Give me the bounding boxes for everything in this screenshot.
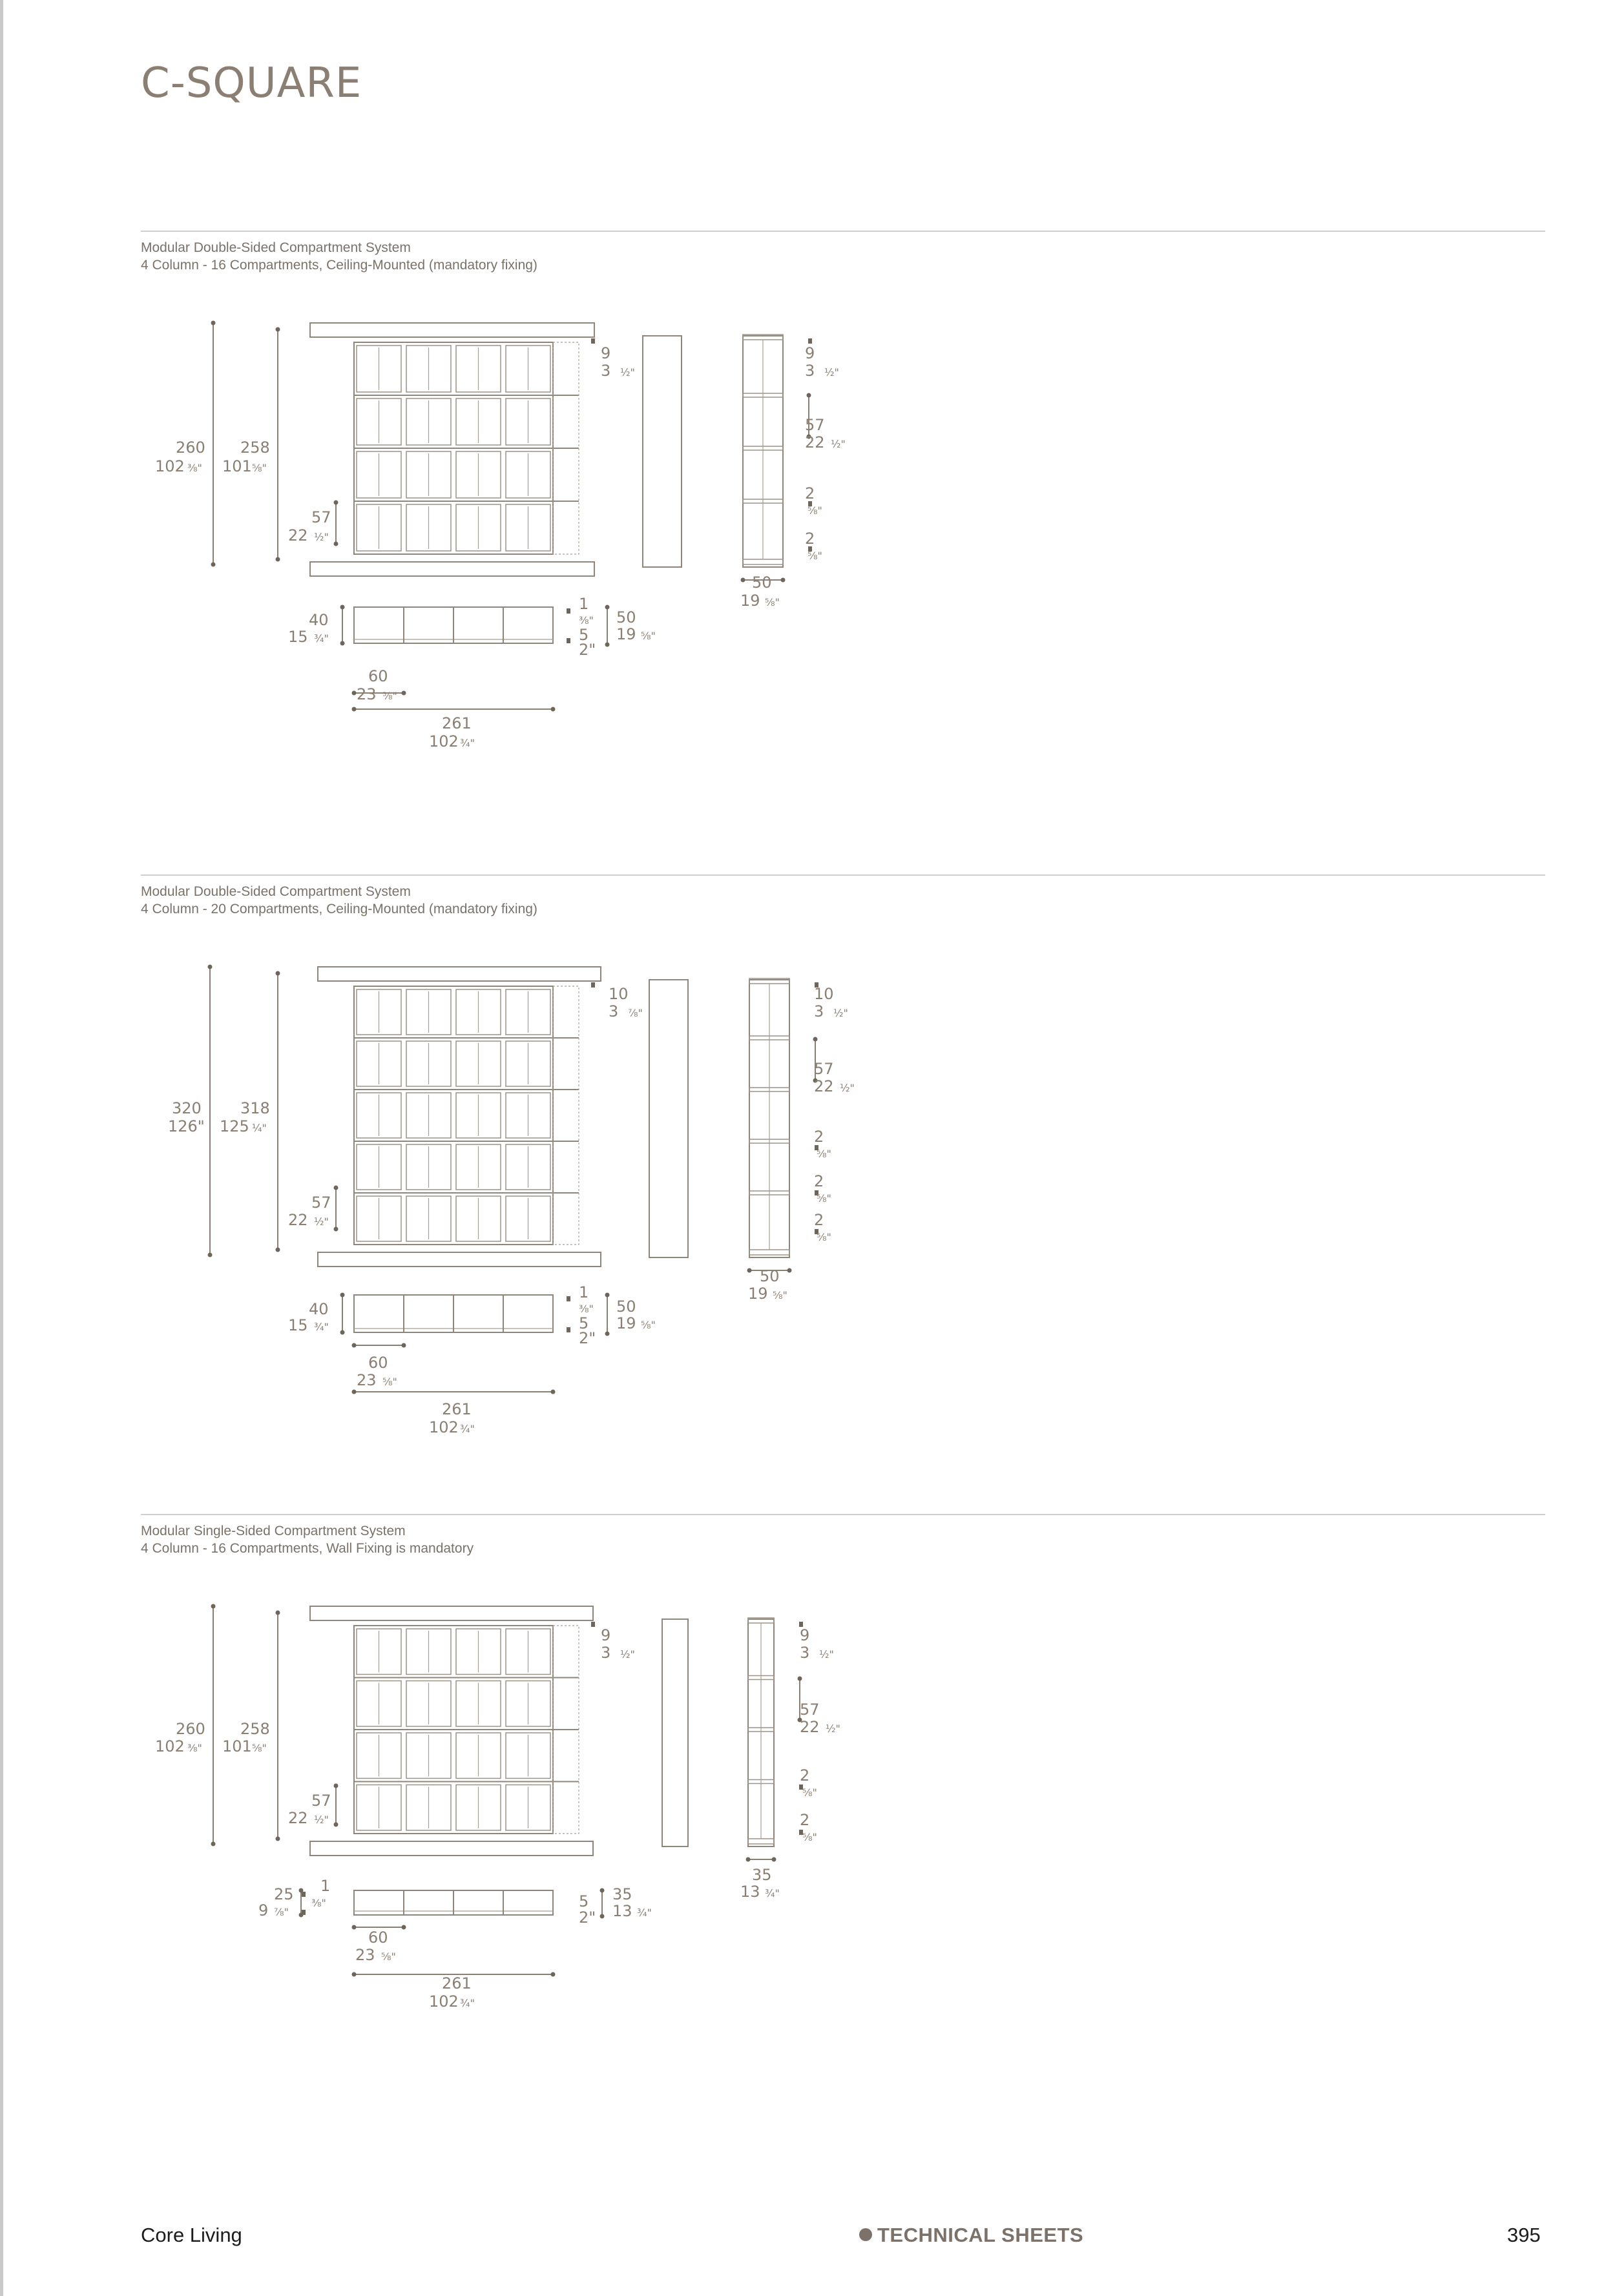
bullet-dot-icon	[859, 2228, 872, 2241]
dimension-tick	[567, 638, 570, 643]
total-width-fraction: ¾"	[460, 1997, 475, 2009]
side-depth-fraction: ⅝"	[765, 596, 780, 608]
dimension-endpoint	[551, 1972, 556, 1977]
dimension-endpoint	[352, 1343, 357, 1348]
side-shelf-fraction: ⅝"	[817, 1231, 831, 1243]
side-shelf-fraction: ⅝"	[802, 1786, 817, 1799]
dimension-endpoint	[772, 1857, 776, 1862]
side-depth-fraction: ⅝"	[773, 1289, 787, 1301]
dimension-endpoint	[605, 1332, 610, 1336]
dimension-endpoint	[276, 1611, 280, 1615]
technical-drawing-3	[0, 1606, 1615, 2071]
section-subheading: 4 Column - 16 Compartments, Wall Fixing is mandatory	[141, 1541, 474, 1556]
side-compartment-inch-label: 22	[814, 1077, 834, 1095]
total-width-label: 261	[442, 1400, 472, 1418]
ceiling-plate	[310, 1606, 593, 1620]
dimension-tick	[567, 608, 570, 614]
dimension-endpoint	[352, 707, 357, 712]
inner-height-label: 258	[240, 439, 270, 457]
dimension-endpoint	[334, 501, 339, 505]
top-gap-inch-label: 3	[609, 1002, 619, 1020]
side-shelf-fraction: ⅝"	[817, 1148, 831, 1160]
dimension-tick	[567, 1296, 570, 1301]
front-elevation	[310, 1606, 688, 1856]
plan-depth-fraction: ¾"	[314, 1321, 329, 1333]
side-top-label: 10	[814, 985, 834, 1003]
dimension-endpoint	[781, 578, 786, 583]
inner-height-inch-label: 101	[222, 457, 252, 475]
compartment-height-label: 57	[311, 1194, 331, 1212]
dimension-endpoint	[600, 1888, 605, 1893]
dimension-endpoint	[208, 965, 213, 969]
side-shelf-fraction: ⅝"	[808, 504, 822, 517]
plan-depth-label: 25	[274, 1885, 294, 1903]
ceiling-plate	[310, 323, 594, 337]
module-width-inch-label: 23	[355, 1946, 375, 1964]
compartment-height-fraction: ½"	[314, 1814, 329, 1826]
inner-height-fraction: ⅝"	[252, 462, 267, 474]
page-title: C-SQUARE	[141, 59, 362, 107]
dimension-endpoint	[551, 707, 556, 712]
dimension-endpoint	[276, 1248, 280, 1252]
dimension-endpoint	[334, 1186, 339, 1190]
plan-c-label: 50	[616, 1298, 636, 1316]
section-divider	[141, 874, 1545, 876]
plan-c-label: 50	[616, 608, 636, 626]
total-height-inch-label: 126"	[168, 1117, 205, 1135]
module-width-inch-label: 23	[357, 1371, 377, 1389]
side-compartment-label: 57	[805, 416, 825, 434]
technical-drawing-1	[0, 323, 1615, 788]
inner-height-fraction: ¼"	[252, 1122, 267, 1134]
section-subheading: 4 Column - 16 Compartments, Ceiling-Mounted (mandatory fixing)	[141, 258, 537, 273]
module-width-fraction: ⅝"	[382, 690, 397, 702]
dimension-endpoint	[605, 643, 610, 647]
compartment-height-fraction: ½"	[314, 531, 329, 543]
plan-a-label: 1	[579, 1283, 589, 1301]
inner-height-inch-label: 101	[222, 1737, 252, 1755]
side-depth-inch-label: 19	[740, 592, 760, 610]
total-height-label: 260	[176, 1720, 205, 1738]
side-depth-fraction: ¾"	[765, 1887, 780, 1899]
side-shelf-label: 2	[814, 1128, 824, 1146]
dimension-endpoint	[340, 1293, 345, 1298]
total-width-label: 261	[442, 714, 472, 732]
plan-depth-inch-label: 15	[288, 628, 308, 646]
module-width-label: 60	[368, 1929, 388, 1947]
plan-view	[354, 607, 553, 643]
dimension-endpoint	[402, 1925, 406, 1930]
plan-b-inch-label: 2"	[579, 1329, 596, 1347]
side-shelf-label: 2	[800, 1811, 810, 1829]
plan-a-fraction: ⅜"	[579, 1303, 594, 1315]
compartment-height-inch-label: 22	[288, 1809, 308, 1827]
side-bottom-cap	[748, 1839, 774, 1844]
side-shelf-fraction: ⅝"	[802, 1831, 817, 1843]
dimension-endpoint	[402, 691, 406, 696]
side-top-fraction: ½"	[824, 366, 839, 378]
dimension-tick	[302, 1910, 306, 1915]
footer-brand: Core Living	[141, 2224, 242, 2246]
module-width-inch-label: 23	[357, 685, 377, 703]
plan-a-label: 1	[320, 1877, 331, 1895]
dimension-endpoint	[340, 641, 345, 646]
dimension-endpoint	[276, 971, 280, 976]
dimension-tick	[302, 1892, 306, 1897]
total-height-fraction: ⅜"	[187, 1742, 202, 1754]
section-subheading: 4 Column - 20 Compartments, Ceiling-Mounted (mandatory fixing)	[141, 902, 537, 916]
side-shelf-label: 2	[814, 1172, 824, 1190]
top-gap-fraction: ½"	[620, 1648, 635, 1660]
top-gap-label: 9	[601, 1626, 611, 1644]
side-elevation	[743, 335, 783, 567]
dimension-tick	[808, 338, 812, 344]
side-shelf-label: 2	[814, 1211, 824, 1229]
top-gap-label: 10	[609, 985, 629, 1003]
page-number: 395	[1507, 2224, 1541, 2246]
dimension-endpoint	[600, 1914, 605, 1919]
side-shelf-label: 2	[800, 1766, 810, 1784]
dimension-endpoint	[334, 1227, 339, 1232]
dimension-endpoint	[352, 1972, 357, 1977]
side-depth-label: 50	[760, 1267, 780, 1285]
section-heading: Modular Double-Sided Compartment System	[141, 884, 411, 899]
dimension-endpoint	[352, 691, 357, 696]
side-compartment-inch-label: 22	[805, 433, 825, 451]
side-compartment-fraction: ½"	[826, 1722, 840, 1735]
side-top-fraction: ½"	[833, 1007, 848, 1019]
plan-depth-label: 40	[309, 1300, 329, 1318]
ceiling-plate	[318, 967, 601, 981]
side-top-label: 9	[800, 1626, 810, 1644]
inner-height-label: 318	[240, 1099, 270, 1117]
inner-height-label: 258	[240, 1720, 270, 1738]
dimension-endpoint	[276, 1837, 280, 1841]
side-compartment-fraction: ½"	[831, 438, 846, 450]
section-label	[141, 1522, 474, 1557]
total-width-inch-label: 102	[429, 1418, 459, 1436]
dimension-tick	[591, 338, 595, 344]
plan-b-label: 5	[579, 1314, 589, 1332]
total-height-fraction: ⅜"	[187, 462, 202, 474]
side-bottom-cap	[743, 559, 783, 564]
dimension-endpoint	[208, 1253, 213, 1257]
plan-a-fraction: ⅜"	[311, 1897, 326, 1909]
plan-c-fraction: ⅝"	[641, 630, 656, 642]
dimension-tick	[567, 1327, 570, 1332]
total-height-label: 260	[176, 439, 205, 457]
side-compartment-inch-label: 22	[800, 1718, 820, 1736]
side-compartment-label: 57	[800, 1701, 820, 1719]
plan-depth-fraction: ⅞"	[274, 1906, 289, 1918]
plan-c-fraction: ¾"	[637, 1907, 652, 1919]
footer-section-label	[859, 2224, 1083, 2247]
side-depth-inch-label: 19	[748, 1285, 768, 1303]
dimension-endpoint	[211, 1842, 216, 1846]
section-label	[141, 239, 537, 274]
dimension-endpoint	[211, 563, 216, 567]
module-width-fraction: ⅝"	[382, 1376, 397, 1388]
side-panel	[643, 336, 682, 567]
side-shelf-fraction: ⅝"	[817, 1192, 831, 1205]
side-compartment-label: 57	[814, 1060, 834, 1078]
dimension-endpoint	[746, 1857, 751, 1862]
compartment-height-inch-label: 22	[288, 1211, 308, 1229]
module-width-label: 60	[368, 1354, 388, 1372]
side-compartment-fraction: ½"	[840, 1082, 855, 1094]
inner-height-fraction: ⅝"	[252, 1742, 267, 1754]
dimension-lines	[211, 321, 813, 712]
top-gap-fraction: ⅞"	[628, 1007, 643, 1019]
dimension-endpoint	[747, 1268, 752, 1273]
dimension-endpoint	[340, 605, 345, 610]
top-gap-label: 9	[601, 344, 611, 362]
dimension-endpoint	[340, 1330, 345, 1335]
side-top-fraction: ½"	[819, 1648, 834, 1660]
dimension-endpoint	[787, 1268, 792, 1273]
top-gap-inch-label: 3	[601, 1644, 611, 1662]
dimension-lines	[211, 1604, 804, 1977]
dimension-endpoint	[605, 605, 610, 610]
plan-view	[354, 1890, 553, 1915]
side-top-inch-label: 3	[805, 362, 815, 380]
front-elevation	[310, 323, 682, 576]
side-bottom-cap	[749, 1250, 789, 1255]
dimension-endpoint	[813, 1037, 818, 1042]
plan-depth-label: 40	[309, 611, 329, 629]
plan-c-inch-label: 19	[616, 1314, 636, 1332]
total-height-inch-label: 102	[155, 1737, 185, 1755]
side-depth-label: 35	[752, 1866, 772, 1884]
footer-section-text: TECHNICAL SHEETS	[877, 2224, 1084, 2246]
inner-height-inch-label: 125	[220, 1117, 249, 1135]
side-top-inch-label: 3	[800, 1644, 810, 1662]
total-width-label: 261	[442, 1974, 472, 1992]
compartment-height-label: 57	[311, 1792, 331, 1810]
section-divider	[141, 1514, 1545, 1515]
dimension-tick	[591, 1622, 595, 1627]
plan-depth-inch-label: 9	[258, 1901, 269, 1919]
dimension-endpoint	[276, 557, 280, 562]
plan-a-fraction: ⅜"	[579, 614, 594, 626]
side-shelf-fraction: ⅝"	[808, 550, 822, 562]
plan-c-inch-label: 19	[616, 625, 636, 643]
module-width-label: 60	[368, 667, 388, 685]
dimension-endpoint	[334, 1823, 339, 1827]
dimension-endpoint	[807, 393, 811, 398]
plan-b-inch-label: 2"	[579, 1908, 596, 1927]
technical-drawing-2	[0, 967, 1615, 1436]
dimension-endpoint	[352, 1925, 357, 1930]
side-panel	[662, 1619, 688, 1846]
dimension-endpoint	[798, 1677, 802, 1681]
plan-a-label: 1	[579, 595, 589, 613]
side-depth-inch-label: 13	[740, 1883, 760, 1901]
dimension-endpoint	[211, 321, 216, 326]
dimension-tick	[591, 982, 595, 988]
side-shelf-label: 2	[805, 484, 815, 502]
section-heading: Modular Double-Sided Compartment System	[141, 240, 411, 255]
dimension-endpoint	[605, 1293, 610, 1298]
section-divider	[141, 231, 1545, 232]
side-panel	[649, 980, 688, 1257]
dimension-endpoint	[276, 327, 280, 332]
plan-b-label: 5	[579, 1892, 589, 1910]
total-height-inch-label: 102	[155, 457, 185, 475]
section-label	[141, 883, 537, 918]
top-gap-fraction: ½"	[620, 366, 635, 378]
side-elevation	[748, 1618, 774, 1846]
total-width-fraction: ¾"	[460, 1423, 475, 1435]
dimension-endpoint	[334, 542, 339, 546]
side-top-label: 9	[805, 344, 815, 362]
module-width-fraction: ⅝"	[381, 1950, 396, 1963]
floor-plate	[310, 1841, 593, 1856]
plan-c-inch-label: 13	[612, 1902, 632, 1920]
side-top-inch-label: 3	[814, 1002, 824, 1020]
plan-depth-inch-label: 15	[288, 1316, 308, 1334]
dimension-endpoint	[402, 1343, 406, 1348]
dimension-endpoint	[741, 578, 745, 583]
plan-c-label: 35	[612, 1885, 632, 1903]
dimension-endpoint	[352, 1390, 357, 1394]
side-shelf-label: 2	[805, 530, 815, 548]
dimension-endpoint	[211, 1604, 216, 1609]
plan-b-label: 5	[579, 626, 589, 644]
plan-depth-fraction: ¾"	[314, 632, 329, 645]
floor-plate	[310, 562, 594, 576]
dimension-endpoint	[334, 1784, 339, 1788]
side-extension	[553, 986, 579, 1245]
total-width-inch-label: 102	[429, 732, 459, 750]
plan-c-fraction: ⅝"	[641, 1319, 656, 1331]
section-heading: Modular Single-Sided Compartment System	[141, 1524, 406, 1538]
compartment-height-fraction: ½"	[314, 1215, 329, 1228]
total-width-inch-label: 102	[429, 1992, 459, 2011]
compartment-height-label: 57	[311, 508, 331, 526]
dimension-endpoint	[551, 1390, 556, 1394]
side-depth-label: 50	[752, 574, 772, 592]
floor-plate	[318, 1252, 601, 1267]
side-elevation	[749, 978, 789, 1257]
plan-b-inch-label: 2"	[579, 641, 596, 659]
total-height-label: 320	[172, 1099, 202, 1117]
plan-view	[354, 1295, 553, 1332]
bookcase-frame	[354, 986, 553, 1245]
top-gap-inch-label: 3	[601, 362, 611, 380]
compartment-height-inch-label: 22	[288, 526, 308, 544]
total-width-fraction: ¾"	[460, 737, 475, 749]
